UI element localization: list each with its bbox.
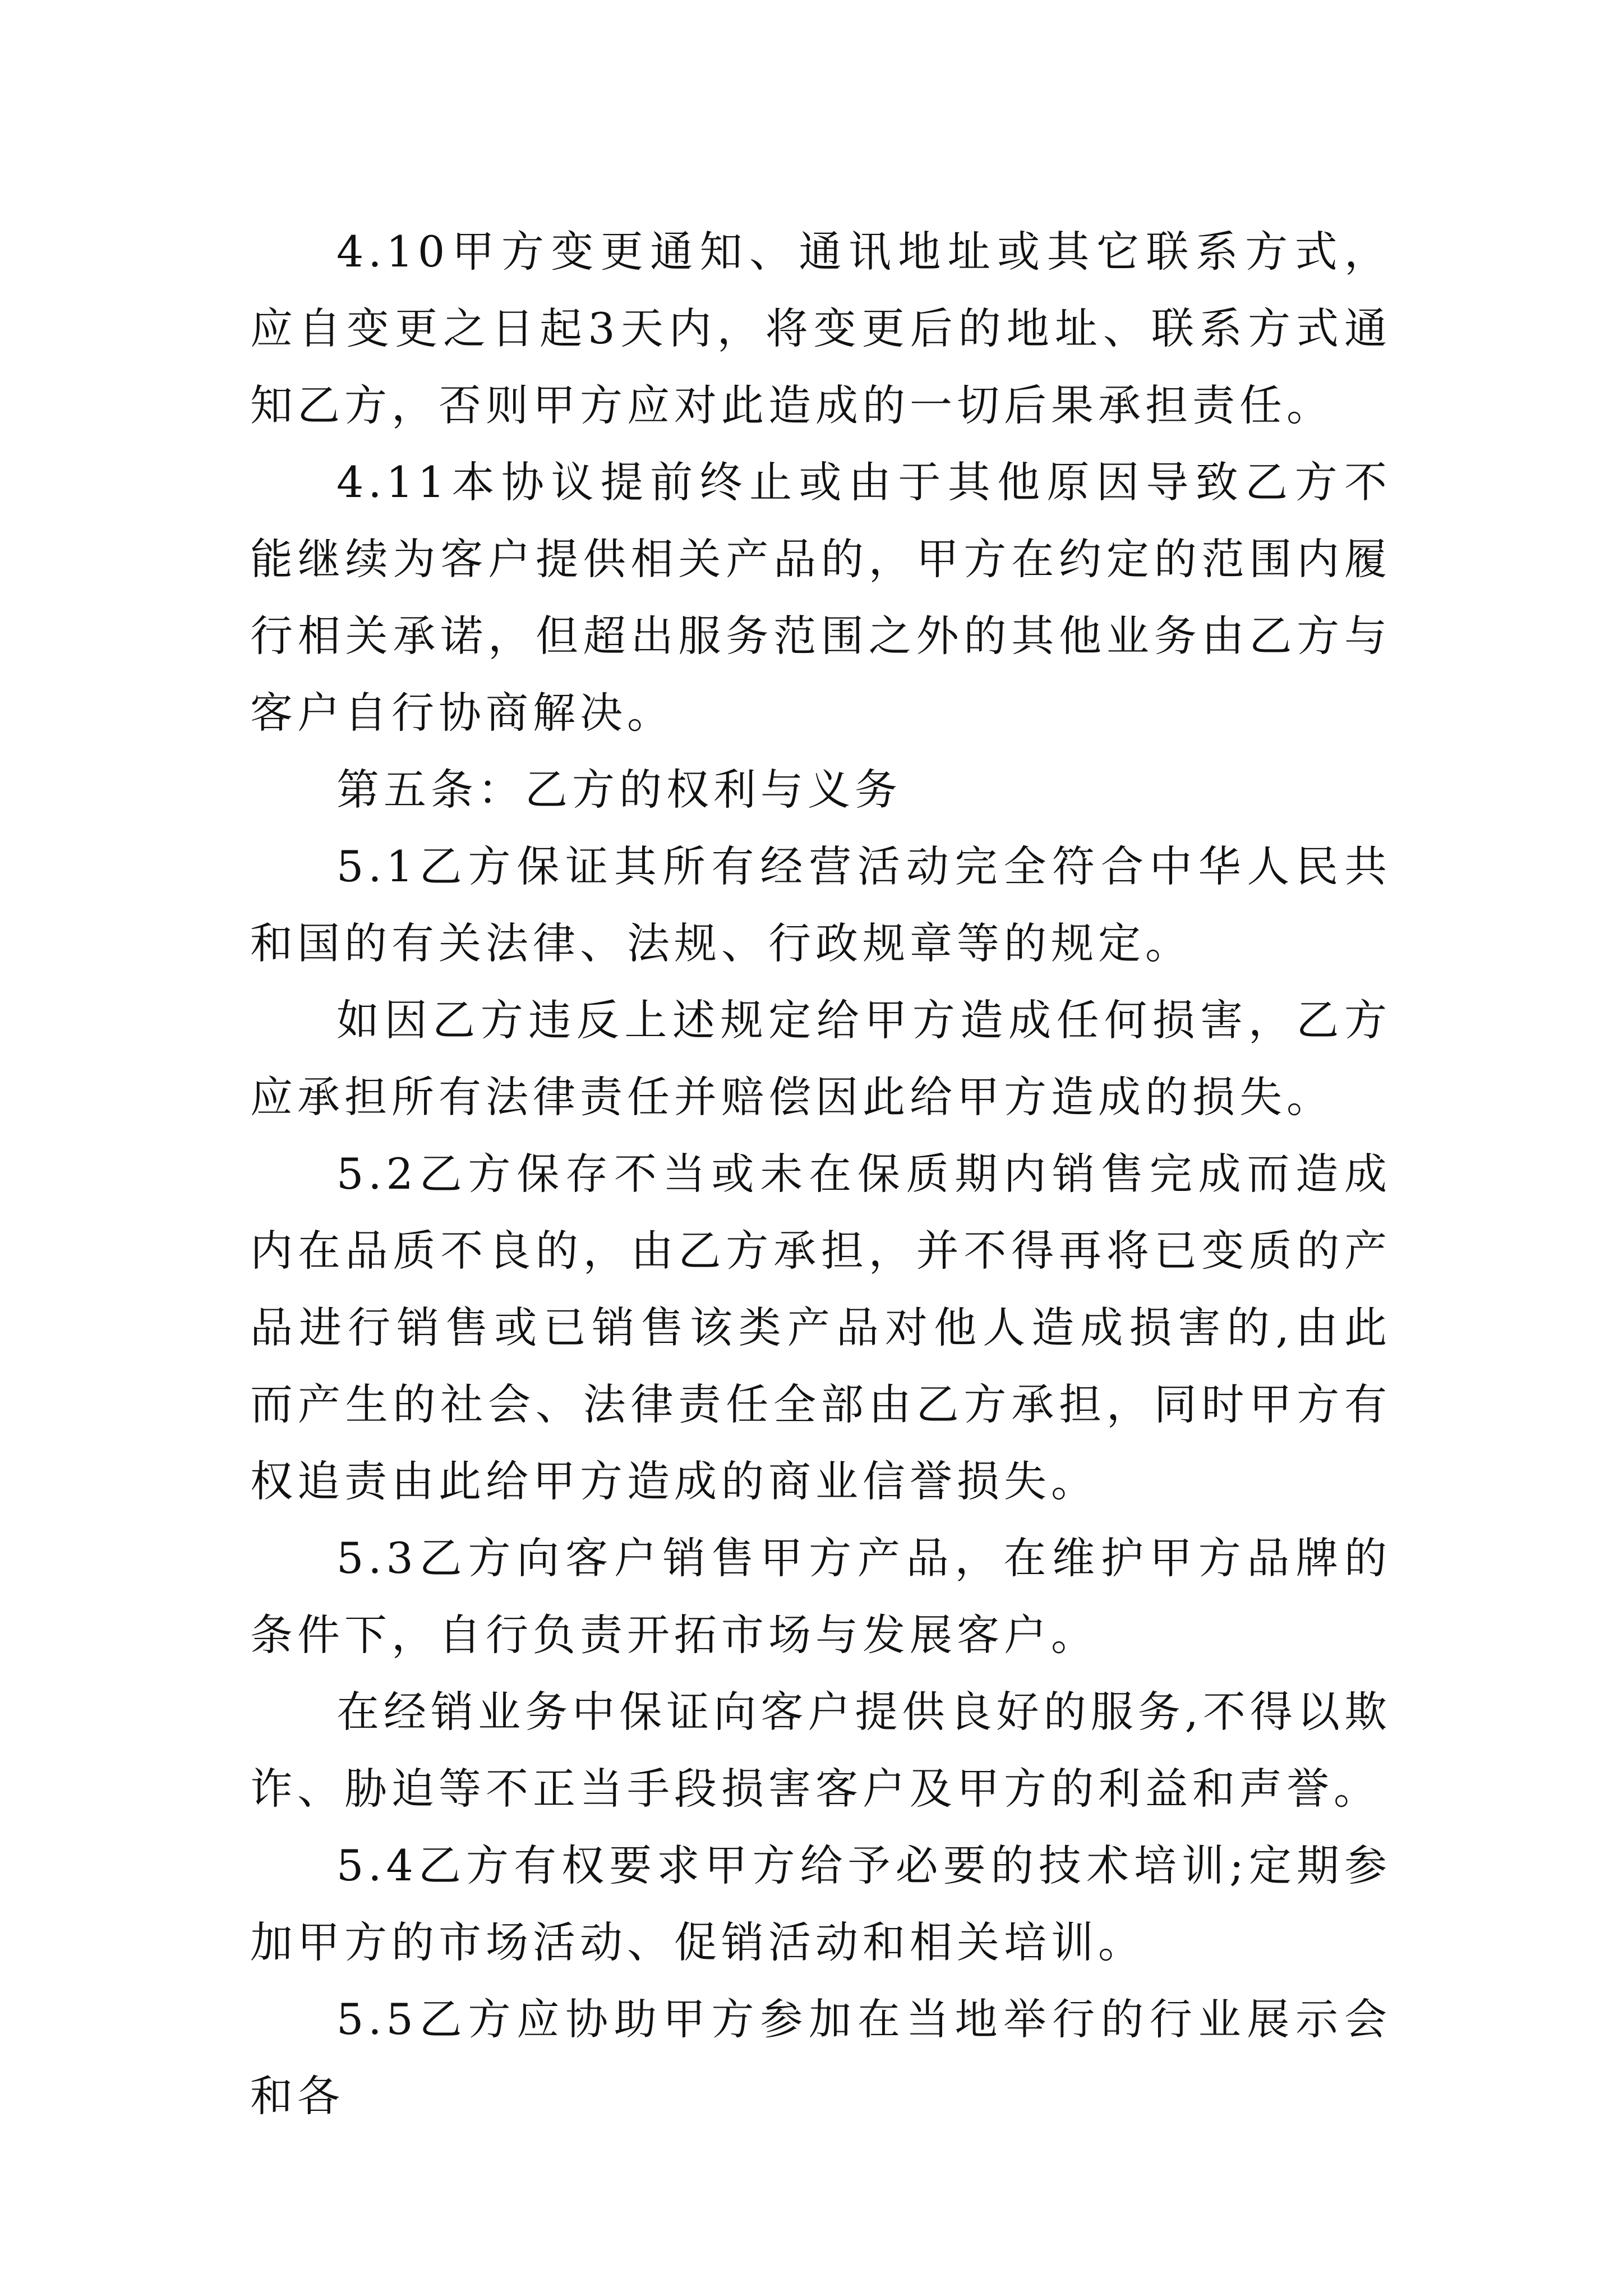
- clause-4-10: 4.10甲方变更通知、通讯地址或其它联系方式，应自变更之日起3天内，将变更后的地址、联系方式通知乙方，否则甲方应对此造成的一切后果承担责任。: [250, 227, 1391, 430]
- clause-5-1: 5.1乙方保证其所有经营活动完全符合中华人民共和国的有关法律、法规、行政规章等的规定。: [250, 841, 1391, 968]
- clause-5-5: 5.5乙方应协助甲方参加在当地举行的行业展示会和各: [250, 1994, 1391, 2121]
- article-five-heading: 第五条：乙方的权利与义务: [336, 765, 902, 815]
- clause-5-3: 5.3乙方向客户销售甲方产品，在维护甲方品牌的条件下，自行负责开拓市场与发展客户。: [250, 1533, 1391, 1660]
- clause-5-4: 5.4乙方有权要求甲方给予必要的技术培训;定期参加甲方的市场活动、促销活动和相关培训。: [250, 1841, 1391, 1967]
- clause-5-1-liability: 如因乙方违反上述规定给甲方造成任何损害，乙方应承担所有法律责任并赔偿因此给甲方造成的损失。: [250, 995, 1391, 1122]
- clause-5-3-service: 在经销业务中保证向客户提供良好的服务,不得以欺诈、胁迫等不正当手段损害客户及甲方的利益和声誉。: [250, 1687, 1391, 1814]
- clause-4-11: 4.11本协议提前终止或由于其他原因导致乙方不能继续为客户提供相关产品的，甲方在约定的范围内履行相关承诺，但超出服务范围之外的其他业务由乙方与客户自行协商解决。: [250, 457, 1391, 738]
- clause-5-2: 5.2乙方保存不当或未在保质期内销售完成而造成内在品质不良的，由乙方承担，并不得再将已变质的产品进行销售或已销售该类产品对他人造成损害的,由此而产生的社会、法律责任全部由乙方承担，同时甲方有权追责由此给甲方造成的商业信誉损失。: [250, 1149, 1391, 1506]
- document-body: [250, 213, 1391, 2134]
